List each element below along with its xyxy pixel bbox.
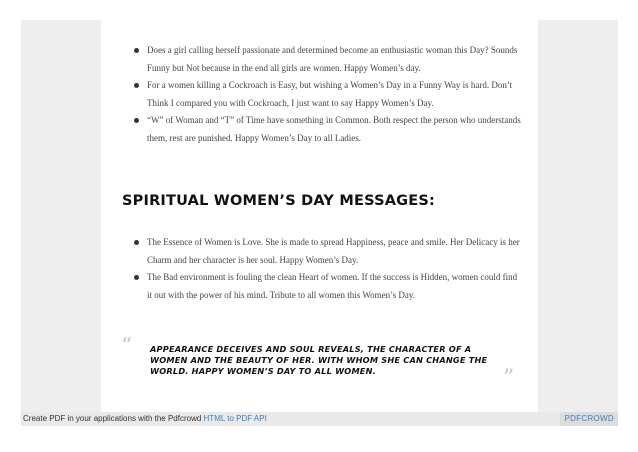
close-quote-icon: ”: [503, 366, 515, 391]
open-quote-icon: “: [121, 334, 133, 359]
funny-messages-list: [122, 42, 522, 148]
left-margin-panel: [21, 20, 101, 412]
pdfcrowd-footer: [21, 412, 618, 426]
section-heading: SPIRITUAL WOMEN’S DAY MESSAGES:: [122, 193, 436, 209]
blockquote: APPEARANCE DECEIVES AND SOUL REVEALS, THE CHARACTER OF A WOMEN AND THE BEAUTY OF HER. WITH WHOM SHE CAN CHANGE THE WORLD. HAPPY WOMEN’S DAY TO ALL WOMEN.: [150, 344, 488, 376]
list-item: Does a girl calling herself passionate and determined become an enthusiastic woman this Day? Sounds Funny but Not because in the end all girls are women. Happy Women’s day.: [122, 42, 522, 77]
footer-caption: Create PDF in your applications with the Pdfcrowd: [23, 414, 204, 423]
list-item: For a women killing a Cockroach is Easy, but wishing a Women’s Day in a Funny Way is hard. Don’t Think I compared you with Cockroach, I just want to say Happy Women’s Day.: [122, 77, 522, 112]
list-item: “W” of Woman and “T” of Time have something in Common. Both respect the person who understands them, rest are punished. Happy Women’s Day to all Ladies.: [122, 112, 522, 147]
list-item: The Essence of Women is Love. She is made to spread Happiness, peace and smile. Her Delicacy is her Charm and her character is her soul. Happy Women’s Day.: [122, 234, 522, 269]
list-item: The Bad environment is fouling the clean Heart of women. If the success is Hidden, women could find it out with the power of his mind. Tribute to all women this Women’s Day.: [122, 269, 522, 304]
footer-text: [23, 414, 267, 423]
pdfcrowd-brand-link[interactable]: PDFCROWD: [560, 412, 618, 426]
right-margin-panel: [538, 20, 618, 412]
spiritual-messages-list: [122, 234, 522, 304]
html-to-pdf-api-link[interactable]: HTML to PDF API: [203, 414, 267, 423]
